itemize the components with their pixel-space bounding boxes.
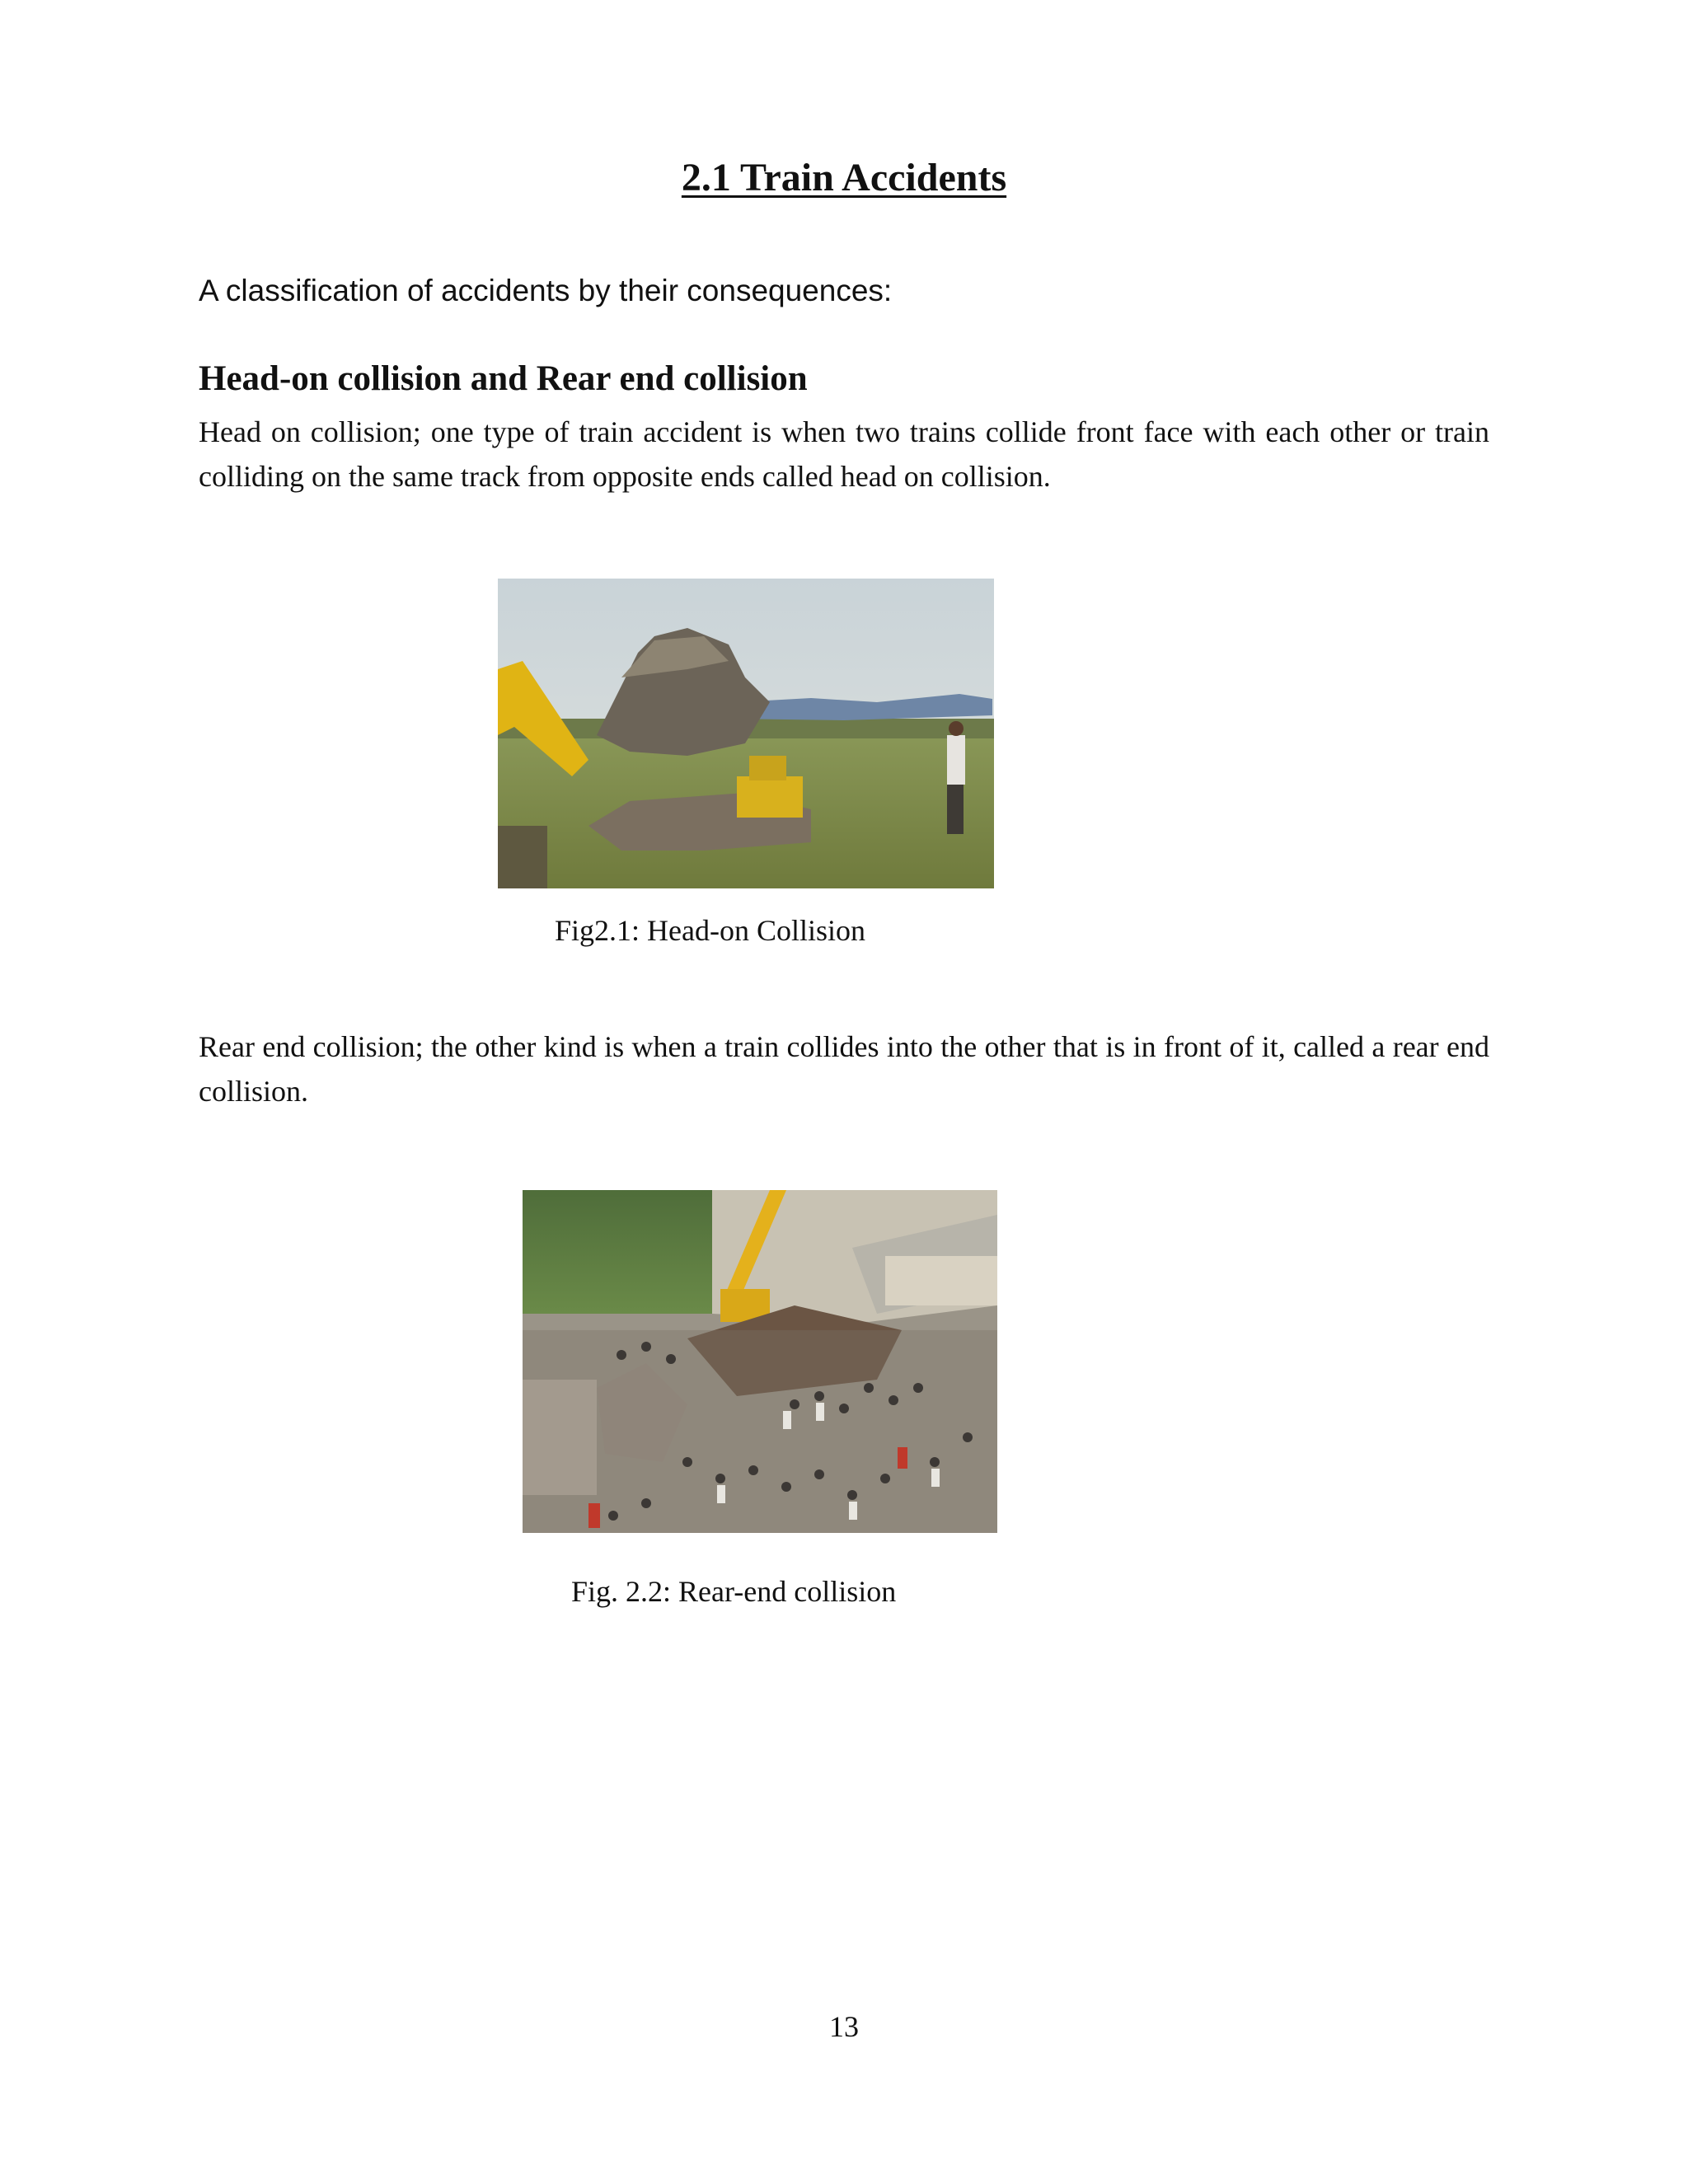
head-on-collision-image — [498, 579, 994, 888]
intro-text: A classification of accidents by their consequences: — [199, 274, 893, 307]
figure-2-caption: Fig. 2.2: Rear-end collision — [571, 1575, 897, 1608]
subheading: Head-on collision and Rear end collision — [199, 359, 808, 398]
head-on-paragraph: Head on collision; one type of train accident is when two trains collide front face with each other or train colliding on the same track from opposite ends called head on collision. — [199, 415, 1489, 493]
rear-end-paragraph: Rear end collision; the other kind is when a train collides into the other that is in front of it, called a rear end collision. — [199, 1030, 1489, 1108]
rear-end-collision-photo — [523, 1190, 997, 1533]
figure-1-caption: Fig2.1: Head-on Collision — [555, 914, 865, 947]
section-title: 2.1 Train Accidents — [681, 156, 1007, 199]
page-number: 13 — [829, 2010, 859, 2043]
rear-end-collision-image — [523, 1190, 997, 1533]
head-on-collision-photo — [498, 579, 994, 888]
